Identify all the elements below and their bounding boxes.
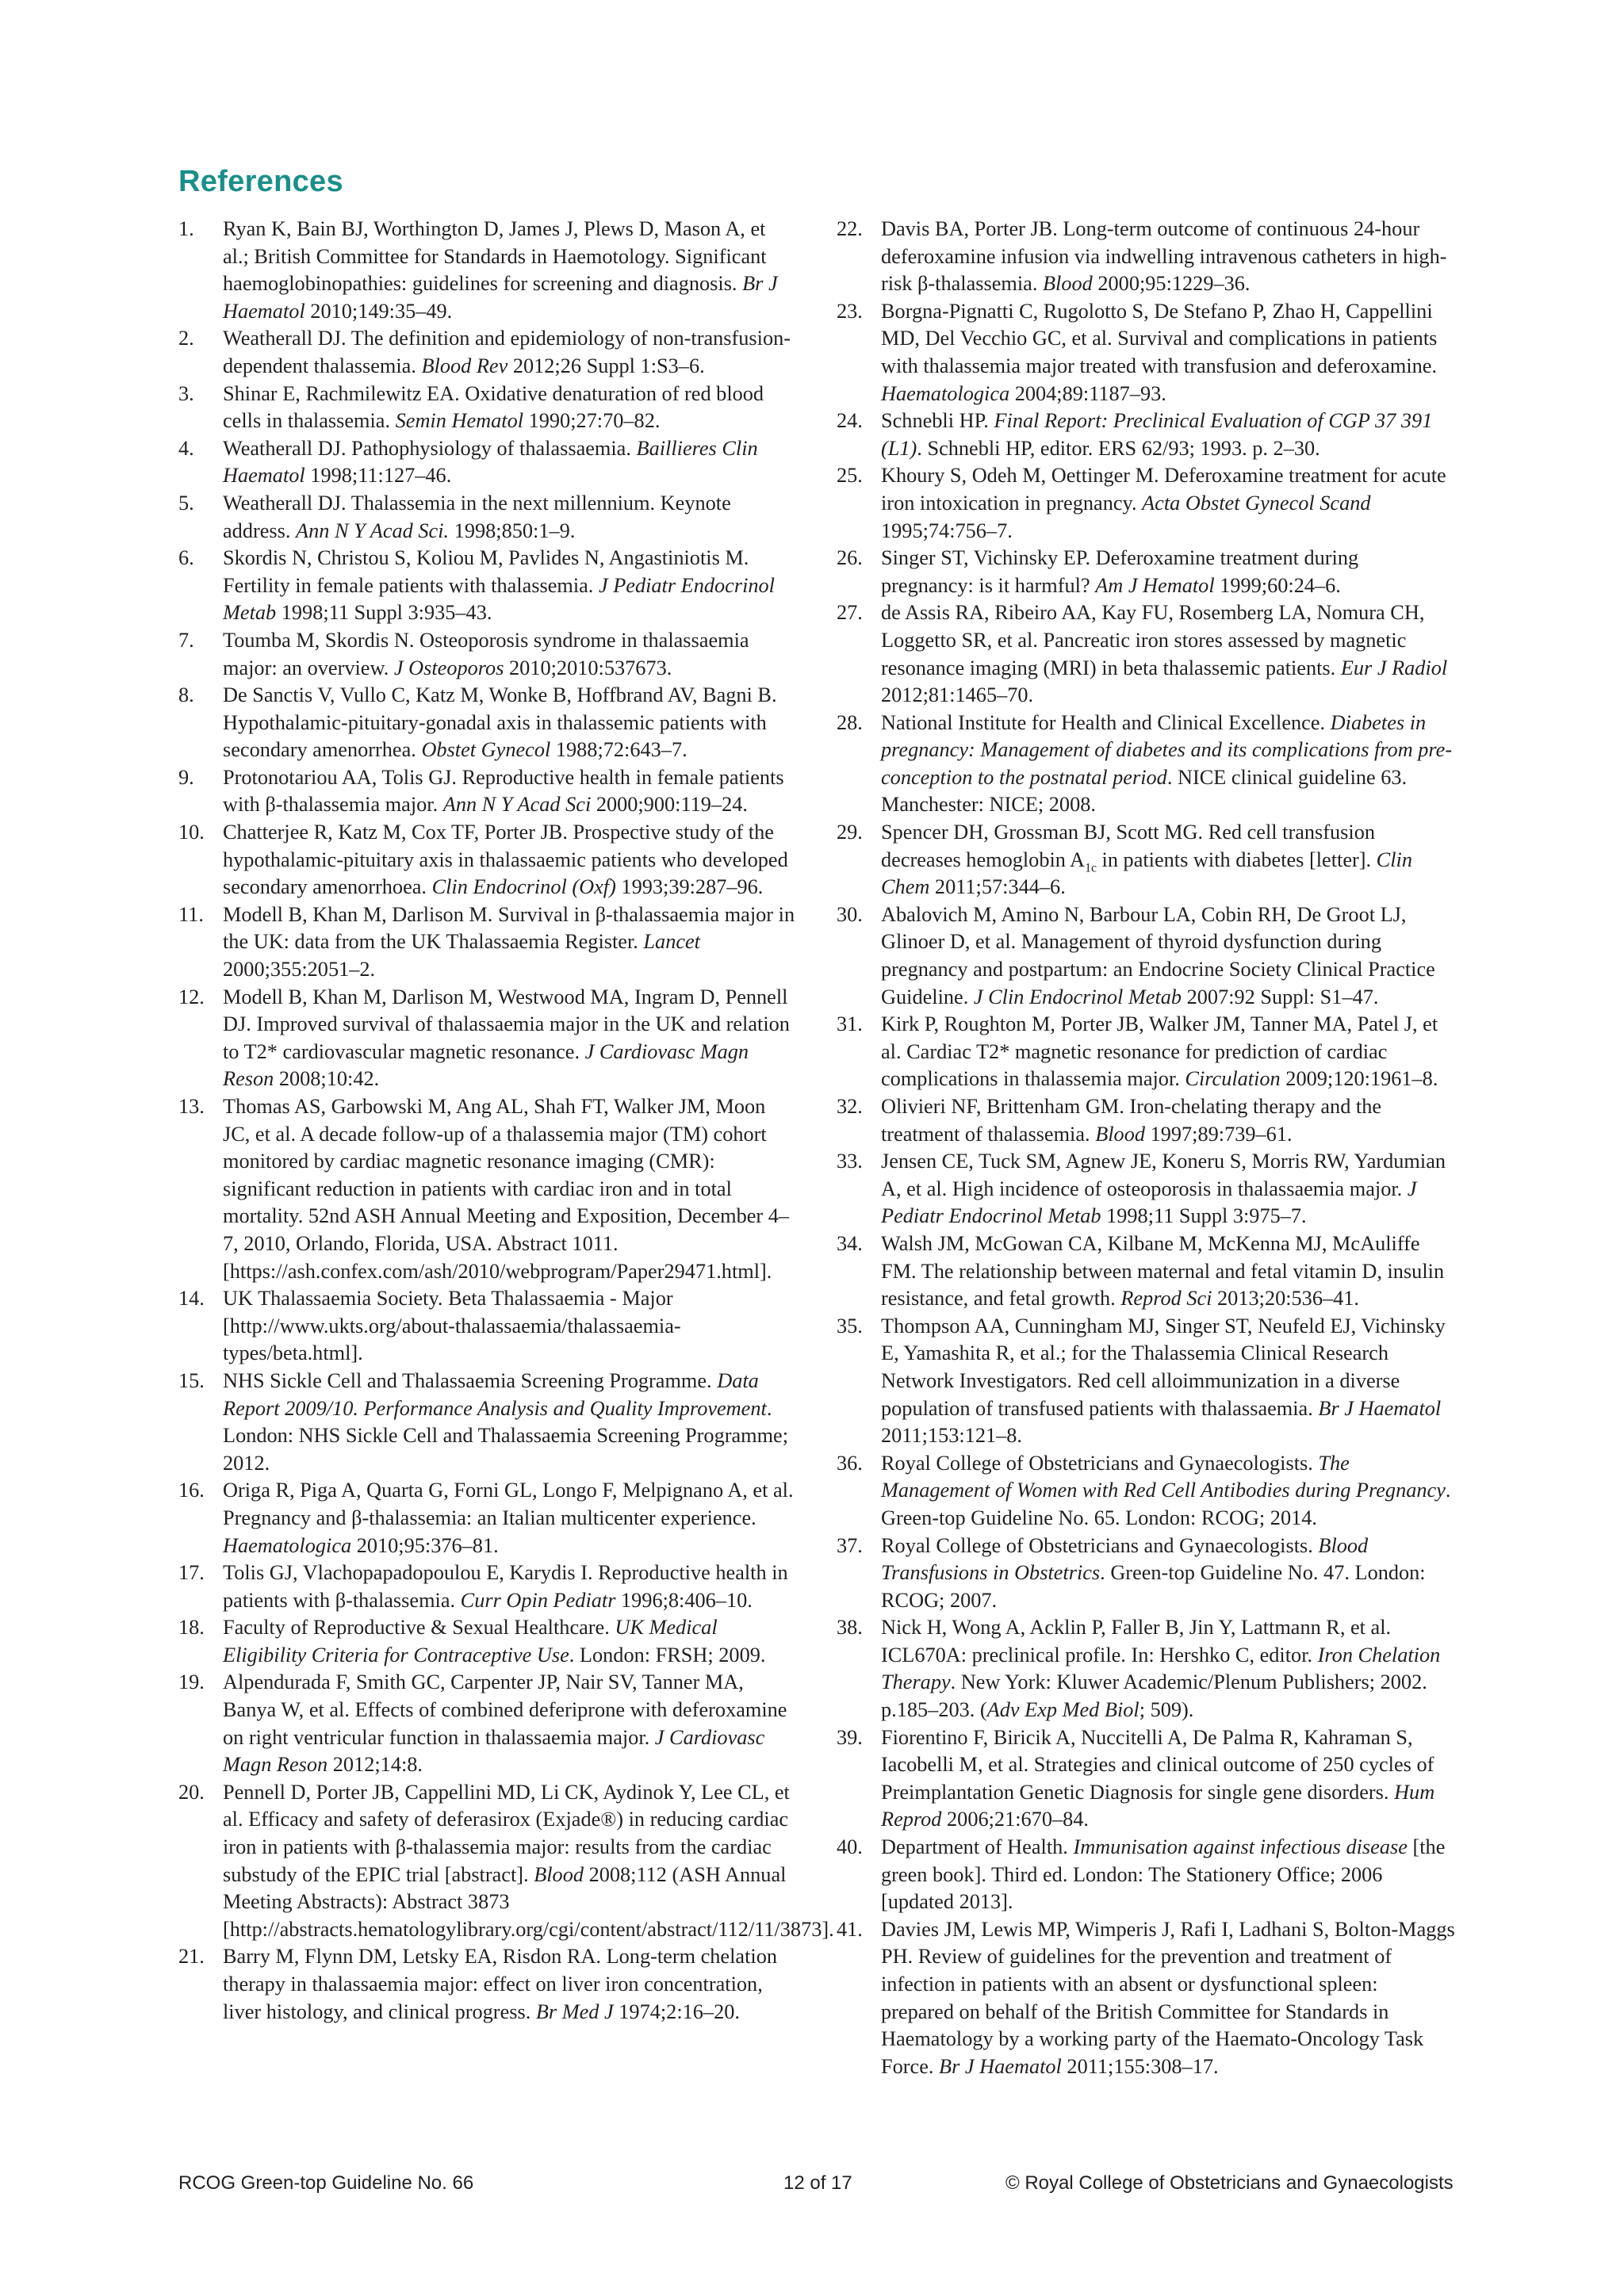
reference-item: [837, 462, 1455, 545]
reference-source: Lancet: [643, 930, 700, 954]
reference-source: Clin Endocrinol (Oxf): [431, 875, 616, 899]
reference-number: 2.: [178, 327, 194, 350]
reference-segment: 2010;2010:537673.: [504, 656, 672, 679]
reference-item: [837, 1313, 1455, 1450]
reference-segment: 2004;89:1187–93.: [1009, 381, 1166, 405]
reference-item: [837, 1230, 1455, 1313]
reference-text: [223, 985, 790, 1091]
reference-number: 21.: [178, 1945, 205, 1969]
reference-number: 9.: [178, 765, 194, 789]
reference-segment: Walsh JM, McGowan CA, Kilbane M, McKenna MJ, McAuliffe FM. The relationship between maternal and fetal vitamin D, insulin resistance, and fetal growth.: [881, 1231, 1445, 1311]
reference-text: [223, 1616, 765, 1667]
reference-source: Br J Haematol: [939, 2054, 1062, 2078]
reference-item: [178, 435, 795, 490]
reference-item: [178, 819, 795, 901]
reference-item: [837, 408, 1455, 462]
reference-item: [837, 1093, 1455, 1148]
reference-segment: . NICE clinical guideline 63. Manchester: NICE; 2008.: [881, 765, 1408, 817]
reference-segment: Davis BA, Porter JB. Long-term outcome of continuous 24-hour deferoxamine infusion via indwelling intravenous catheters in high-risk β-thalassemia.: [881, 217, 1447, 296]
reference-source: Acta Obstet Gynecol Scand: [1142, 491, 1371, 515]
reference-source: Final Report: Preclinical Evaluation of CGP 37 391 (L1): [881, 409, 1433, 460]
reference-segment: in patients with diabetes [letter].: [1096, 848, 1377, 871]
reference-number: 40.: [837, 1835, 863, 1859]
reference-item: [837, 710, 1455, 819]
reference-item: [178, 490, 795, 545]
reference-segment: Barry M, Flynn DM, Letsky EA, Risdon RA. Long-term chelation therapy in thalassaemia major: effect on liver iron concentration, liver histology, and clinical progress.: [223, 1945, 777, 2023]
reference-item: [178, 216, 795, 325]
reference-segment: Alpendurada F, Smith GC, Carpenter JP, Nair SV, Tanner MA, Banya W, et al. Effects of combined deferiprone with deferoxamine on right ventricular function in thalassaemia major.: [223, 1670, 787, 1749]
reference-text: [223, 1945, 777, 2022]
reference-segment: 1995;74:756–7.: [881, 519, 1013, 542]
reference-text: [223, 327, 791, 377]
reference-segment: Schnebli HP.: [881, 409, 994, 433]
reference-source: Curr Opin Pediatr: [460, 1588, 616, 1612]
reference-text: [881, 1232, 1444, 1310]
reference-source: Adv Exp Med Biol: [986, 1698, 1139, 1722]
reference-source: Ann N Y Acad Sci.: [296, 519, 450, 542]
reference-segment: Origa R, Piga A, Quarta G, Forni GL, Longo F, Melpignano A, et al. Pregnancy and β-thalassemia: an Italian multicenter experience.: [223, 1479, 794, 1529]
reference-segment: De Sanctis V, Vullo C, Katz M, Wonke B, Hoffbrand AV, Bagni B. Hypothalamic-pituitary-gonadal axis in thalassemic patients with secondary amenorrhea.: [223, 683, 777, 762]
reference-item: [178, 381, 795, 435]
reference-number: 23.: [837, 299, 863, 323]
reference-segment: 2007:92 Suppl: S1–47.: [1182, 985, 1379, 1008]
reference-segment: 1988;72:643–7.: [550, 738, 688, 762]
reference-segment: NHS Sickle Cell and Thalassaemia Screening Programme.: [223, 1368, 718, 1392]
reference-text: [881, 1452, 1450, 1529]
reference-segment: Jensen CE, Tuck SM, Agnew JE, Koneru S, Morris RW, Yardumian A, et al. High incidence of osteoporosis in thalassaemia major.: [881, 1150, 1446, 1200]
reference-number: 30.: [837, 902, 863, 926]
reference-segment: Fiorentino F, Biricik A, Nuccitelli A, De Palma R, Kahraman S, Iacobelli M, et al. Strategies and clinical outcome of 250 cycles of Preimplantation Genetic Diagnosis for single gene disorders.: [881, 1725, 1434, 1804]
reference-item: [837, 1011, 1455, 1093]
reference-segment: ; 509).: [1139, 1698, 1194, 1722]
reference-source: Blood: [1095, 1122, 1146, 1146]
reference-segment: Shinar E, Rachmilewitz EA. Oxidative denaturation of red blood cells in thalassemia.: [223, 381, 764, 433]
reference-number: 39.: [837, 1725, 863, 1749]
reference-source: Haematologica: [223, 1533, 352, 1557]
reference-segment: Royal College of Obstetricians and Gynaecologists.: [881, 1451, 1319, 1475]
reference-segment: 1998;11 Suppl 3:935–43.: [276, 601, 492, 625]
reference-item: [178, 325, 795, 380]
reference-source: Br J Haematol: [223, 272, 778, 323]
reference-item: [178, 1943, 795, 2026]
reference-number: 7.: [178, 628, 194, 652]
reference-list-right: [837, 216, 1455, 2080]
reference-text: [223, 546, 775, 624]
reference-text: [881, 821, 1412, 898]
reference-text: [223, 1287, 681, 1364]
reference-number: 22.: [837, 217, 863, 240]
reference-text: [223, 1781, 834, 1941]
reference-text: [881, 1095, 1381, 1146]
reference-number: 15.: [178, 1368, 205, 1392]
reference-text: [881, 1835, 1445, 1913]
reference-item: [178, 901, 795, 984]
reference-segment: Modell B, Khan M, Darlison M, Westwood MA, Ingram D, Pennell DJ. Improved survival of thalassaemia major in the UK and relation to T2* cardiovascular magnetic resonance.: [223, 985, 790, 1063]
reference-item: [837, 298, 1455, 408]
reference-source: Semin Hematol: [395, 409, 524, 433]
reference-segment: Spencer DH, Grossman BJ, Scott MG. Red cell transfusion decreases hemoglobin A: [881, 821, 1376, 871]
reference-source: Hum Reprod: [881, 1780, 1435, 1831]
reference-text: [881, 300, 1437, 405]
reference-segment: 2013;20:536–41.: [1212, 1287, 1359, 1311]
reference-segment: Davies JM, Lewis MP, Wimperis J, Rafi I, Ladhani S, Bolton-Maggs PH. Review of guidelines for the prevention and treatment of infection in patients with an absent or dysfunctional spleen: prepared on behalf of the British Committee for Standards in Haematology by a working party of the Haemato-Oncology Task Force.: [881, 1917, 1455, 2078]
reference-segment: Khoury S, Odeh M, Oettinger M. Deferoxamine treatment for acute iron intoxication in pregnancy.: [881, 464, 1446, 515]
reference-segment: Royal College of Obstetricians and Gynaecologists.: [881, 1533, 1319, 1557]
reference-segment: 2000;355:2051–2.: [223, 958, 376, 982]
reference-text: [881, 711, 1452, 817]
reference-segment: Skordis N, Christou S, Koliou M, Pavlides N, Angastiniotis M. Fertility in female patients with thalassemia.: [223, 546, 749, 597]
reference-item: [837, 819, 1455, 901]
reference-source: Ann N Y Acad Sci: [442, 793, 592, 817]
reference-item: [178, 764, 795, 819]
reference-source: Haematologica: [881, 381, 1010, 405]
reference-segment: Borgna-Pignatti C, Rugolotto S, De Stefano P, Zhao H, Cappellini MD, Del Vecchio GC, et al. Survival and complications in patients with thalassemia major treated with transfusion and deferoxamine.: [881, 299, 1438, 377]
reference-number: 25.: [837, 464, 863, 488]
reference-segment: Chatterjee R, Katz M, Cox TF, Porter JB. Prospective study of the hypothalamic-pituitary axis in thalassaemic patients who developed secondary amenorrhoea.: [223, 821, 788, 899]
reference-segment: UK Thalassaemia Society. Beta Thalassaemia - Major [http://www.ukts.org/about-thalassaemia/thalassaemia-types/beta.html].: [223, 1287, 681, 1365]
reference-text: [223, 1095, 789, 1283]
reference-number: 17.: [178, 1561, 205, 1585]
reference-item: [837, 1724, 1455, 1834]
reference-source: J Clin Endocrinol Metab: [973, 985, 1182, 1008]
reference-segment: 2012;14:8.: [327, 1753, 423, 1777]
reference-item: [178, 1285, 795, 1368]
reference-subscript: 1c: [1085, 860, 1097, 874]
reference-segment: 2009;120:1961–8.: [1280, 1067, 1438, 1091]
reference-segment: 2006;21:670–84.: [941, 1808, 1089, 1831]
reference-segment: Nick H, Wong A, Acklin P, Faller B, Jin Y, Lattmann R, et al. ICL670A: preclinical profile. In: Hershko C, editor.: [881, 1616, 1392, 1667]
reference-number: 31.: [837, 1012, 863, 1036]
reference-segment: 2012;26 Suppl 1:S3–6.: [508, 354, 705, 377]
reference-source: Obstet Gynecol: [421, 738, 551, 762]
reference-segment: 1996;8:406–10.: [615, 1588, 753, 1612]
reference-source: J Pediatr Endocrinol Metab: [881, 1177, 1417, 1228]
reference-number: 36.: [837, 1451, 863, 1475]
reference-segment: . Schnebli HP, editor. ERS 62/93; 1993. p. 2–30.: [917, 436, 1320, 460]
reference-item: [178, 1093, 795, 1285]
reference-text: [223, 903, 795, 981]
reference-source: Reprod Sci: [1120, 1287, 1212, 1311]
reference-text: [881, 1012, 1438, 1090]
reference-item: [178, 1559, 795, 1614]
reference-number: 34.: [837, 1231, 863, 1255]
reference-segment: Thompson AA, Cunningham MJ, Singer ST, Neufeld EJ, Vichinsky E, Yamashita R, et al.; for the Thalassemia Clinical Research Network Investigators. Red cell alloimmunization in a diverse population of transfused patients with thalassaemia.: [881, 1314, 1446, 1420]
reference-text: [223, 437, 758, 488]
reference-text: [881, 1616, 1440, 1721]
reference-segment: . Green-top Guideline No. 65. London: RCOG; 2014.: [881, 1479, 1451, 1529]
reference-segment: Pennell D, Porter JB, Cappellini MD, Li CK, Aydinok Y, Lee CL, et al. Efficacy and safety of deferasirox (Exjade®) in reducing cardiac iron in patients with β-thalassemia major: results from the cardiac substudy of the EPIC trial [abstract].: [223, 1780, 790, 1886]
reference-item: [178, 1614, 795, 1669]
reference-source: Blood: [534, 1862, 584, 1886]
reference-number: 24.: [837, 409, 863, 433]
reference-source: Circulation: [1185, 1067, 1281, 1091]
reference-segment: Weatherall DJ. The definition and epidemiology of non-transfusion-dependent thalassemia.: [223, 327, 791, 377]
reference-segment: 2000;95:1229–36.: [1092, 272, 1251, 296]
reference-item: [178, 1779, 834, 1944]
reference-item: [837, 1533, 1455, 1615]
reference-number: 3.: [178, 381, 194, 405]
reference-number: 28.: [837, 710, 863, 734]
reference-item: [178, 984, 795, 1093]
reference-segment: 1998;850:1–9.: [449, 519, 576, 542]
reference-segment: 2012;81:1465–70.: [881, 683, 1034, 707]
reference-item: [178, 545, 795, 627]
reference-source: Data Report 2009/10. Performance Analysis and Quality Improvement: [223, 1368, 767, 1420]
reference-number: 27.: [837, 601, 863, 625]
reference-segment: 2008;112 (ASH Annual Meeting Abstracts): Abstract 3873 [http://abstracts.hematologylibrary.org/cgi/content/abstract/112/11/3873].: [223, 1862, 834, 1941]
reference-text: [223, 1670, 787, 1776]
reference-source: Eur J Radiol: [1340, 656, 1448, 679]
reference-segment: 1993;39:287–96.: [615, 875, 764, 899]
reference-number: 12.: [178, 985, 205, 1008]
reference-number: 37.: [837, 1533, 863, 1557]
reference-text: [223, 821, 788, 898]
reference-segment: 2010;95:376–81.: [351, 1533, 499, 1557]
reference-segment: Toumba M, Skordis N. Osteoporosis syndrome in thalassaemia major: an overview.: [223, 628, 749, 679]
reference-number: 16.: [178, 1479, 205, 1502]
reference-text: [881, 601, 1447, 706]
reference-segment: Protonotariou AA, Tolis GJ. Reproductive health in female patients with β-thalassemia major.: [223, 765, 784, 817]
reference-text: [223, 766, 784, 817]
reference-number: 18.: [178, 1616, 205, 1640]
reference-item: [837, 901, 1455, 1011]
reference-item: [837, 1916, 1455, 2081]
reference-segment: Olivieri NF, Brittenham GM. Iron-chelating therapy and the treatment of thalassemia.: [881, 1095, 1382, 1146]
footer-copyright: © Royal College of Obstetricians and Gynaecologists: [1005, 2172, 1454, 2194]
reference-segment: Singer ST, Vichinsky EP. Deferoxamine treatment during pregnancy: is it harmful?: [881, 546, 1359, 597]
reference-text: [881, 1726, 1434, 1831]
reference-segment: 1974;2:16–20.: [613, 1999, 740, 2023]
reference-text: [881, 217, 1446, 295]
footer-guideline-title: RCOG Green-top Guideline No. 66: [178, 2172, 474, 2194]
reference-item: [837, 599, 1455, 709]
reference-number: 13.: [178, 1095, 205, 1118]
reference-segment: 2011;57:344–6.: [929, 875, 1066, 899]
reference-segment: Weatherall DJ. Pathophysiology of thalassaemia.: [223, 436, 637, 460]
reference-source: Baillieres Clin Haematol: [223, 436, 758, 488]
reference-number: 4.: [178, 436, 194, 460]
reference-number: 6.: [178, 546, 194, 570]
reference-item: [837, 1450, 1455, 1533]
reference-segment: 1998;11 Suppl 3:975–7.: [1101, 1204, 1307, 1228]
reference-segment: Kirk P, Roughton M, Porter JB, Walker JM, Tanner MA, Patel J, et al. Cardiac T2* magnetic resonance for prediction of cardiac complications in thalassemia major.: [881, 1012, 1438, 1091]
reference-text: [881, 1918, 1455, 2078]
reference-item: [178, 1669, 795, 1778]
reference-text: [881, 1314, 1446, 1447]
reference-number: 11.: [178, 902, 204, 926]
reference-item: [837, 1148, 1455, 1230]
reference-number: 33.: [837, 1150, 863, 1173]
reference-text: [223, 629, 749, 679]
reference-segment: . London: NHS Sickle Cell and Thalassaemia Screening Programme; 2012.: [223, 1396, 789, 1475]
reference-text: [223, 1561, 788, 1612]
reference-text: [223, 492, 731, 542]
reference-segment: Ryan K, Bain BJ, Worthington D, James J, Plews D, Mason A, et al.; British Committee for Standards in Haemotology. Significant haemoglobinopathies: guidelines for screening and diagnosis.: [223, 217, 767, 296]
reference-number: 19.: [178, 1670, 205, 1694]
reference-segment: 1999;60:24–6.: [1214, 573, 1341, 597]
reference-source: J Cardiovasc Magn Reson: [223, 1725, 765, 1777]
reference-text: [881, 903, 1435, 1008]
reference-segment: 1990;27:70–82.: [523, 409, 661, 433]
reference-source: Clin Chem: [881, 848, 1412, 899]
reference-source: Br J Haematol: [1318, 1396, 1442, 1420]
reference-number: 26.: [837, 546, 863, 570]
reference-number: 20.: [178, 1780, 205, 1804]
reference-segment: Tolis GJ, Vlachopapadopoulou E, Karydis I. Reproductive health in patients with β-thalassemia.: [223, 1561, 788, 1612]
reference-segment: Abalovich M, Amino N, Barbour LA, Cobin RH, De Groot LJ, Glinoer D, et al. Management of thyroid dysfunction during pregnancy and postpartum: an Endocrine Society Clinical Practice Guideline.: [881, 902, 1435, 1008]
reference-number: 35.: [837, 1314, 863, 1337]
reference-segment: National Institute for Health and Clinical Excellence.: [881, 710, 1331, 734]
reference-segment: . New York: Kluwer Academic/Plenum Publishers; 2002. p.185–203. (: [881, 1670, 1427, 1722]
page-title: References: [178, 165, 343, 198]
reference-item: [837, 545, 1455, 599]
reference-segment: . London: FRSH; 2009.: [569, 1643, 766, 1667]
reference-segment: Thomas AS, Garbowski M, Ang AL, Shah FT, Walker JM, Moon JC, et al. A decade follow-up of a thalassemia major (TM) cohort monitored by cardiac magnetic resonance imaging (CMR): significant reduction in patients with cardiac iron and in total mortality. 52nd ASH Annual Meeting and Exposition, December 4–7, 2010, Orlando, Florida, USA. Abstract 1011. [https://ash.confex.com/ash/2010/webprogram/Paper29471.html].: [223, 1095, 790, 1283]
reference-source: UK Medical Eligibility Criteria for Contraceptive Use: [223, 1616, 718, 1667]
reference-text: [223, 382, 764, 433]
reference-source: Diabetes in pregnancy: Management of diabetes and its complications from pre-conception to the postnatal period: [881, 710, 1453, 789]
reference-text: [223, 217, 778, 323]
reference-segment: 2011;155:308–17.: [1061, 2054, 1219, 2078]
reference-source: Iron Chelation Therapy: [881, 1643, 1441, 1694]
reference-number: 10.: [178, 821, 205, 844]
reference-number: 41.: [837, 1917, 863, 1941]
reference-text: [223, 1479, 794, 1556]
reference-segment: [the green book]. Third ed. London: The Stationery Office; 2006 [updated 2013].: [881, 1835, 1446, 1914]
reference-item: [837, 216, 1455, 298]
reference-text: [881, 546, 1358, 597]
reference-number: 14.: [178, 1287, 205, 1311]
reference-text: [881, 464, 1446, 541]
reference-segment: 2010;149:35–49.: [304, 299, 453, 323]
reference-number: 29.: [837, 821, 863, 844]
reference-source: Br Med J: [535, 1999, 614, 2023]
reference-segment: Department of Health.: [881, 1835, 1074, 1859]
reference-number: 38.: [837, 1616, 863, 1640]
reference-text: [881, 1150, 1446, 1227]
reference-item: [178, 1368, 795, 1477]
reference-text: [223, 1369, 788, 1475]
reference-source: Blood Rev: [421, 354, 508, 377]
reference-number: 1.: [178, 217, 194, 240]
reference-source: J Cardiovasc Magn Reson: [223, 1039, 749, 1091]
reference-segment: 2011;153:121–8.: [881, 1424, 1022, 1448]
reference-source: Immunisation against infectious disease: [1073, 1835, 1408, 1859]
footer-page-number: 12 of 17: [783, 2172, 852, 2194]
reference-source: The Management of Women with Red Cell Antibodies during Pregnancy: [881, 1451, 1446, 1502]
reference-list-left: [178, 216, 834, 2026]
reference-item: [837, 1834, 1455, 1916]
reference-number: 32.: [837, 1095, 863, 1118]
reference-segment: Modell B, Khan M, Darlison M. Survival in β-thalassaemia major in the UK: data from the UK Thalassaemia Register.: [223, 902, 795, 954]
reference-item: [837, 1614, 1455, 1724]
reference-text: [881, 1534, 1426, 1612]
reference-segment: de Assis RA, Ribeiro AA, Kay FU, Rosemberg LA, Nomura CH, Loggetto SR, et al. Pancreatic iron stores assessed by magnetic resonance imaging (MRI) in beta thalassemic patients.: [881, 601, 1425, 679]
reference-segment: 2008;10:42.: [274, 1067, 380, 1091]
reference-text: [223, 683, 777, 761]
reference-segment: Faculty of Reproductive & Sexual Healthcare.: [223, 1616, 615, 1640]
reference-source: Blood Transfusions in Obstetrics: [881, 1533, 1369, 1585]
reference-segment: . Green-top Guideline No. 47. London: RCOG; 2007.: [881, 1561, 1426, 1612]
reference-segment: 2000;900:119–24.: [591, 793, 748, 817]
reference-number: 8.: [178, 683, 194, 707]
reference-segment: Weatherall DJ. Thalassemia in the next millennium. Keynote address.: [223, 491, 731, 542]
reference-item: [178, 1477, 795, 1559]
reference-number: 5.: [178, 491, 194, 515]
reference-segment: 1998;11:127–46.: [304, 464, 452, 488]
reference-item: [178, 682, 795, 764]
reference-source: Am J Hematol: [1095, 573, 1215, 597]
reference-item: [178, 627, 795, 682]
reference-segment: 1997;89:739–61.: [1145, 1122, 1293, 1146]
reference-source: Blood: [1042, 272, 1093, 296]
reference-source: J Osteoporos: [393, 656, 504, 679]
reference-source: J Pediatr Endocrinol Metab: [223, 573, 775, 625]
reference-text: [881, 409, 1432, 460]
